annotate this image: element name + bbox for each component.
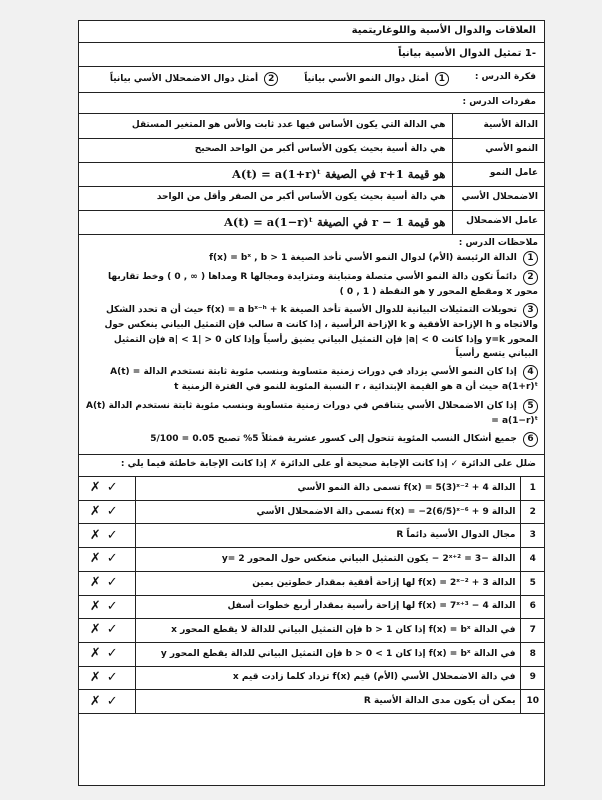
check-mark-icon[interactable]: ✓ bbox=[106, 622, 124, 638]
lesson-idea-item-2 bbox=[110, 72, 278, 87]
answer-marks bbox=[79, 690, 135, 714]
cross-mark-icon[interactable]: ✗ bbox=[89, 575, 107, 591]
answer-marks bbox=[79, 571, 135, 595]
quiz-row bbox=[79, 571, 544, 595]
quiz-number: 8 bbox=[521, 642, 544, 666]
answer-marks bbox=[79, 619, 135, 643]
answer-marks bbox=[79, 548, 135, 572]
answer-marks bbox=[79, 642, 135, 666]
check-mark-icon[interactable]: ✓ bbox=[106, 527, 124, 543]
check-mark-icon[interactable]: ✓ bbox=[106, 693, 124, 709]
check-mark-icon[interactable]: ✓ bbox=[106, 575, 124, 591]
lesson-notes bbox=[79, 235, 544, 455]
quiz-table bbox=[79, 476, 544, 714]
check-mark-icon[interactable]: ✓ bbox=[106, 598, 124, 614]
note-item bbox=[85, 270, 538, 299]
quiz-number: 10 bbox=[521, 690, 544, 714]
note-item bbox=[85, 365, 538, 394]
worksheet-title: العلاقات والدوال الأسية واللوغاريتمية bbox=[79, 21, 544, 43]
vocab-definition: هي دالة أسية بحيث يكون الأساس أكبر من الصفر وأقل من الواحد bbox=[79, 186, 452, 210]
vocab-term: عامل النمو bbox=[452, 162, 544, 186]
quiz-statement: يمكن أن يكون مدى الدالة الأسية R bbox=[135, 690, 521, 714]
vocab-definition: هي دالة أسية بحيث يكون الأساس أكبر من الواحد الصحيح bbox=[79, 138, 452, 162]
quiz-number: 9 bbox=[521, 666, 544, 690]
section-title: -1 تمثيل الدوال الأسية بيانياً bbox=[79, 43, 544, 67]
quiz-number: 5 bbox=[521, 571, 544, 595]
check-mark-icon[interactable]: ✓ bbox=[106, 669, 124, 685]
lesson-idea bbox=[79, 67, 544, 93]
quiz-statement: الدالة f(x) = 2ˣ⁻² + 3 لها إزاحة أفقية بمقدار خطوتين يمين bbox=[135, 571, 521, 595]
quiz-statement: الدالة f(x) = 5(3)ˣ⁻² + 4 تسمى دالة النمو الأسي bbox=[135, 477, 521, 501]
answer-marks bbox=[79, 500, 135, 524]
cross-mark-icon[interactable]: ✗ bbox=[89, 598, 107, 614]
vocab-row bbox=[79, 114, 544, 138]
note-item bbox=[85, 399, 538, 428]
quiz-row bbox=[79, 619, 544, 643]
vocab-label: مفردات الدرس : bbox=[79, 93, 544, 114]
quiz-statement: الدالة f(x) = 7ˣ⁺³ − 4 لها إزاحة رأسية بمقدار أربع خطوات أسفل bbox=[135, 595, 521, 619]
notes-label: ملاحظات الدرس : bbox=[458, 237, 538, 248]
note-text: إذا كان الاضمحلال الأسي يتناقص في دورات زمنية متساوية وبنسب مئوية ثابتة نستخدم الدالة A(t) = a(1−r)ᵗ bbox=[86, 400, 538, 426]
quiz-row bbox=[79, 595, 544, 619]
quiz-statement: الدالة f(x) = −2(6/5)ˣ⁻⁶ + 9 تسمى دالة الاضمحلال الأسي bbox=[135, 500, 521, 524]
quiz-row bbox=[79, 500, 544, 524]
vocab-term: النمو الأسي bbox=[452, 138, 544, 162]
vocab-term: الدالة الأسية bbox=[452, 114, 544, 138]
number-badge: 5 bbox=[523, 399, 538, 414]
quiz-statement: في الدالة f(x) = bˣ إذا كان 1 > b > 0 فإن التمثيل البياني للدالة يقطع المحور y bbox=[135, 642, 521, 666]
cross-mark-icon[interactable]: ✗ bbox=[89, 551, 107, 567]
check-mark-icon[interactable]: ✓ bbox=[106, 551, 124, 567]
vocab-row bbox=[79, 138, 544, 162]
quiz-row bbox=[79, 642, 544, 666]
cross-mark-icon[interactable]: ✗ bbox=[89, 669, 107, 685]
answer-marks bbox=[79, 595, 135, 619]
check-mark-icon[interactable]: ✓ bbox=[106, 480, 124, 496]
number-badge: 2 bbox=[264, 72, 278, 86]
vocab-table bbox=[79, 114, 544, 235]
quiz-row bbox=[79, 690, 544, 714]
worksheet bbox=[78, 20, 545, 786]
quiz-row bbox=[79, 666, 544, 690]
answer-marks bbox=[79, 666, 135, 690]
number-badge: 2 bbox=[523, 270, 538, 285]
quiz-number: 6 bbox=[521, 595, 544, 619]
quiz-statement: مجال الدوال الأسية دائماً R bbox=[135, 524, 521, 548]
number-badge: 1 bbox=[523, 251, 538, 266]
cross-mark-icon[interactable]: ✗ bbox=[89, 480, 107, 496]
quiz-number: 1 bbox=[521, 477, 544, 501]
check-mark-icon[interactable]: ✓ bbox=[106, 646, 124, 662]
vocab-term: الاضمحلال الأسي bbox=[452, 186, 544, 210]
vocab-definition: هو قيمة 1+r في الصيغة A(t) = a(1+r)ᵗ bbox=[79, 162, 452, 186]
note-text: جميع أشكال النسب المئوية تتحول إلى كسور عشرية فمثلاً 5% تصبح 0.05 = 5/100 bbox=[150, 434, 517, 445]
cross-mark-icon[interactable]: ✗ bbox=[89, 504, 107, 519]
number-badge: 3 bbox=[523, 303, 538, 318]
quiz-instruction: ضلل على الدائرة ✓ إذا كانت الإجابة صحيحة أو على الدائرة ✗ إذا كانت الإجابة خاطئة فيما يلي : bbox=[79, 454, 544, 476]
lesson-idea-text-1: أمثل دوال النمو الأسي بيانياً bbox=[304, 74, 429, 84]
note-text: دائماً تكون دالة النمو الأسي متصلة ومتباينة ومتزايدة ومجالها R ومداها ( ∞ , 0 ) وخط تقاربها محور x ومقطع المحور y هو النقطة ( 1 , 0 ) bbox=[108, 271, 538, 297]
cross-mark-icon[interactable]: ✗ bbox=[89, 693, 107, 709]
vocab-definition: هي الدالة التي يكون الأساس فيها عدد ثابت والأس هو المتغير المستقل bbox=[79, 114, 452, 138]
lesson-idea-label: فكرة الدرس : bbox=[474, 72, 536, 82]
answer-marks bbox=[79, 477, 135, 501]
vocab-definition: هو قيمة 1 − r في الصيغة A(t) = a(1−r)ᵗ bbox=[79, 210, 452, 234]
number-badge: 4 bbox=[523, 365, 538, 380]
quiz-number: 4 bbox=[521, 548, 544, 572]
vocab-row bbox=[79, 186, 544, 210]
cross-mark-icon[interactable]: ✗ bbox=[89, 646, 107, 662]
quiz-number: 2 bbox=[521, 500, 544, 524]
note-text: تحويلات التمثيلات البيانية للدوال الأسية تأخذ الصيغة f(x) = a bˣ⁻ʰ + k حيث أن a تحدد الشكل والاتجاه و h الإزاحة الأفقية و k الإزاحة الرأسية ، إذا كانت a سالب فإن التمثيل البياني ينعكس حول المحور y=k وإذا كانت 0 > |a| فإن التمثيل البياني يضيق رأسياً وإذا كان 0 < |a| < 1 فإن التمثيل البياني يتسع رأسياً bbox=[104, 305, 538, 359]
answer-marks bbox=[79, 524, 135, 548]
quiz-row bbox=[79, 477, 544, 501]
number-badge: 6 bbox=[523, 432, 538, 447]
cross-mark-icon[interactable]: ✗ bbox=[89, 527, 107, 543]
cross-mark-icon[interactable]: ✗ bbox=[89, 622, 107, 638]
quiz-row bbox=[79, 524, 544, 548]
note-item bbox=[85, 303, 538, 361]
vocab-row bbox=[79, 210, 544, 234]
number-badge: 1 bbox=[435, 72, 449, 86]
vocab-term: عامل الاضمحلال bbox=[452, 210, 544, 234]
vocab-row bbox=[79, 162, 544, 186]
lesson-idea-item-1 bbox=[304, 72, 449, 87]
note-item bbox=[85, 251, 538, 266]
quiz-row bbox=[79, 548, 544, 572]
note-text: إذا كان النمو الأسي يزداد في دورات زمنية متساوية وبنسب مئوية ثابتة نستخدم الدالة A(t) = a(1+r)ᵗ حيث أن a هو القيمة الإبتدائية ، r النسبة المئوية للنمو في الفترة الزمنية t bbox=[110, 367, 538, 393]
note-text: الدالة الرئيسة (الأم) لدوال النمو الأسي تأخذ الصيغة f(x) = bˣ , b > 1 bbox=[209, 252, 517, 263]
quiz-statement: في الدالة f(x) = bˣ إذا كان 1 < b فإن التمثيل البياني للدالة لا يقطع المحور x bbox=[135, 619, 521, 643]
check-mark-icon[interactable]: ✓ bbox=[106, 504, 124, 519]
quiz-statement: الدالة −2ˣ⁺² = 3 − يكون التمثيل البياني منعكس حول المحور y= 2 bbox=[135, 548, 521, 572]
quiz-statement: في دالة الاضمحلال الأسي (الأم) قيم f(x) تزداد كلما زادت قيم x bbox=[135, 666, 521, 690]
note-item bbox=[85, 432, 538, 447]
lesson-idea-text-2: أمثل دوال الاضمحلال الأسي بيانياً bbox=[109, 74, 259, 84]
quiz-number: 7 bbox=[521, 619, 544, 643]
quiz-number: 3 bbox=[521, 524, 544, 548]
